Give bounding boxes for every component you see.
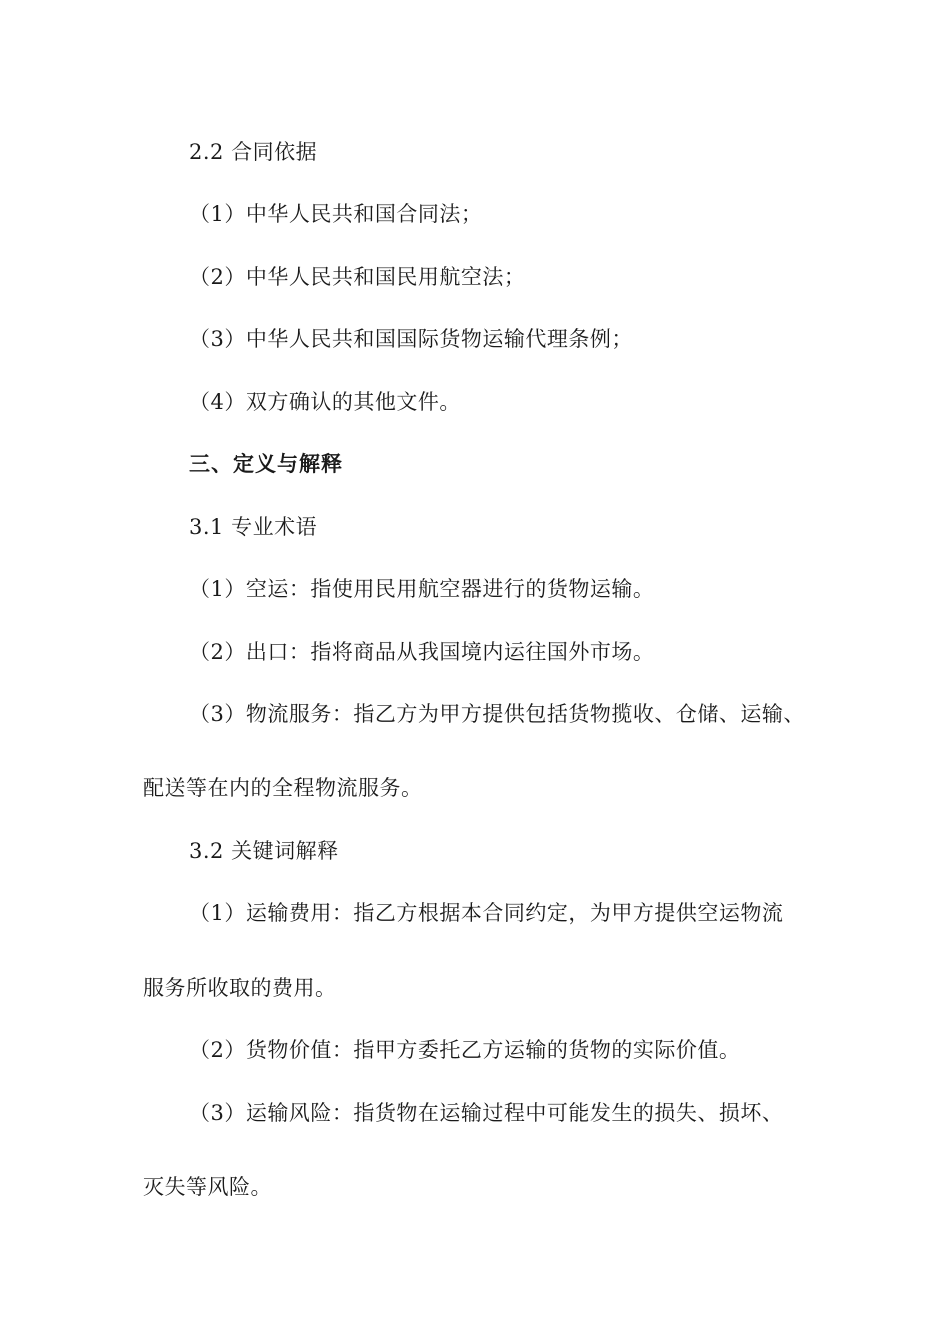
list-item: （1）中华人民共和国合同法； [189,202,483,226]
list-item: （1）空运：指使用民用航空器进行的货物运输。 [189,577,655,601]
list-item: （4）双方确认的其他文件。 [189,390,461,414]
list-item: （2）出口：指将商品从我国境内运往国外市场。 [189,640,655,664]
list-item: （2）货物价值：指甲方委托乙方运输的货物的实际价值。 [189,1038,741,1062]
chapter-title: 三、定义与解释 [189,452,343,476]
list-item-continuation: 灭失等风险。 [143,1175,272,1199]
list-item-continuation: 配送等在内的全程物流服务。 [143,776,423,800]
list-item: （3）物流服务：指乙方为甲方提供包括货物揽收、仓储、运输、 [189,702,805,726]
section-heading-3-1: 3.1 专业术语 [189,515,318,539]
list-item-continuation: 服务所收取的费用。 [143,976,337,1000]
list-item: （3）中华人民共和国国际货物运输代理条例； [189,327,633,351]
section-heading-2-2: 2.2 合同依据 [189,140,318,164]
list-item: （1）运输费用：指乙方根据本合同约定，为甲方提供空运物流 [189,901,784,925]
list-item: （2）中华人民共和国民用航空法； [189,265,526,289]
section-heading-3-2: 3.2 关键词解释 [189,839,339,863]
list-item: （3）运输风险：指货物在运输过程中可能发生的损失、损坏、 [189,1101,784,1125]
